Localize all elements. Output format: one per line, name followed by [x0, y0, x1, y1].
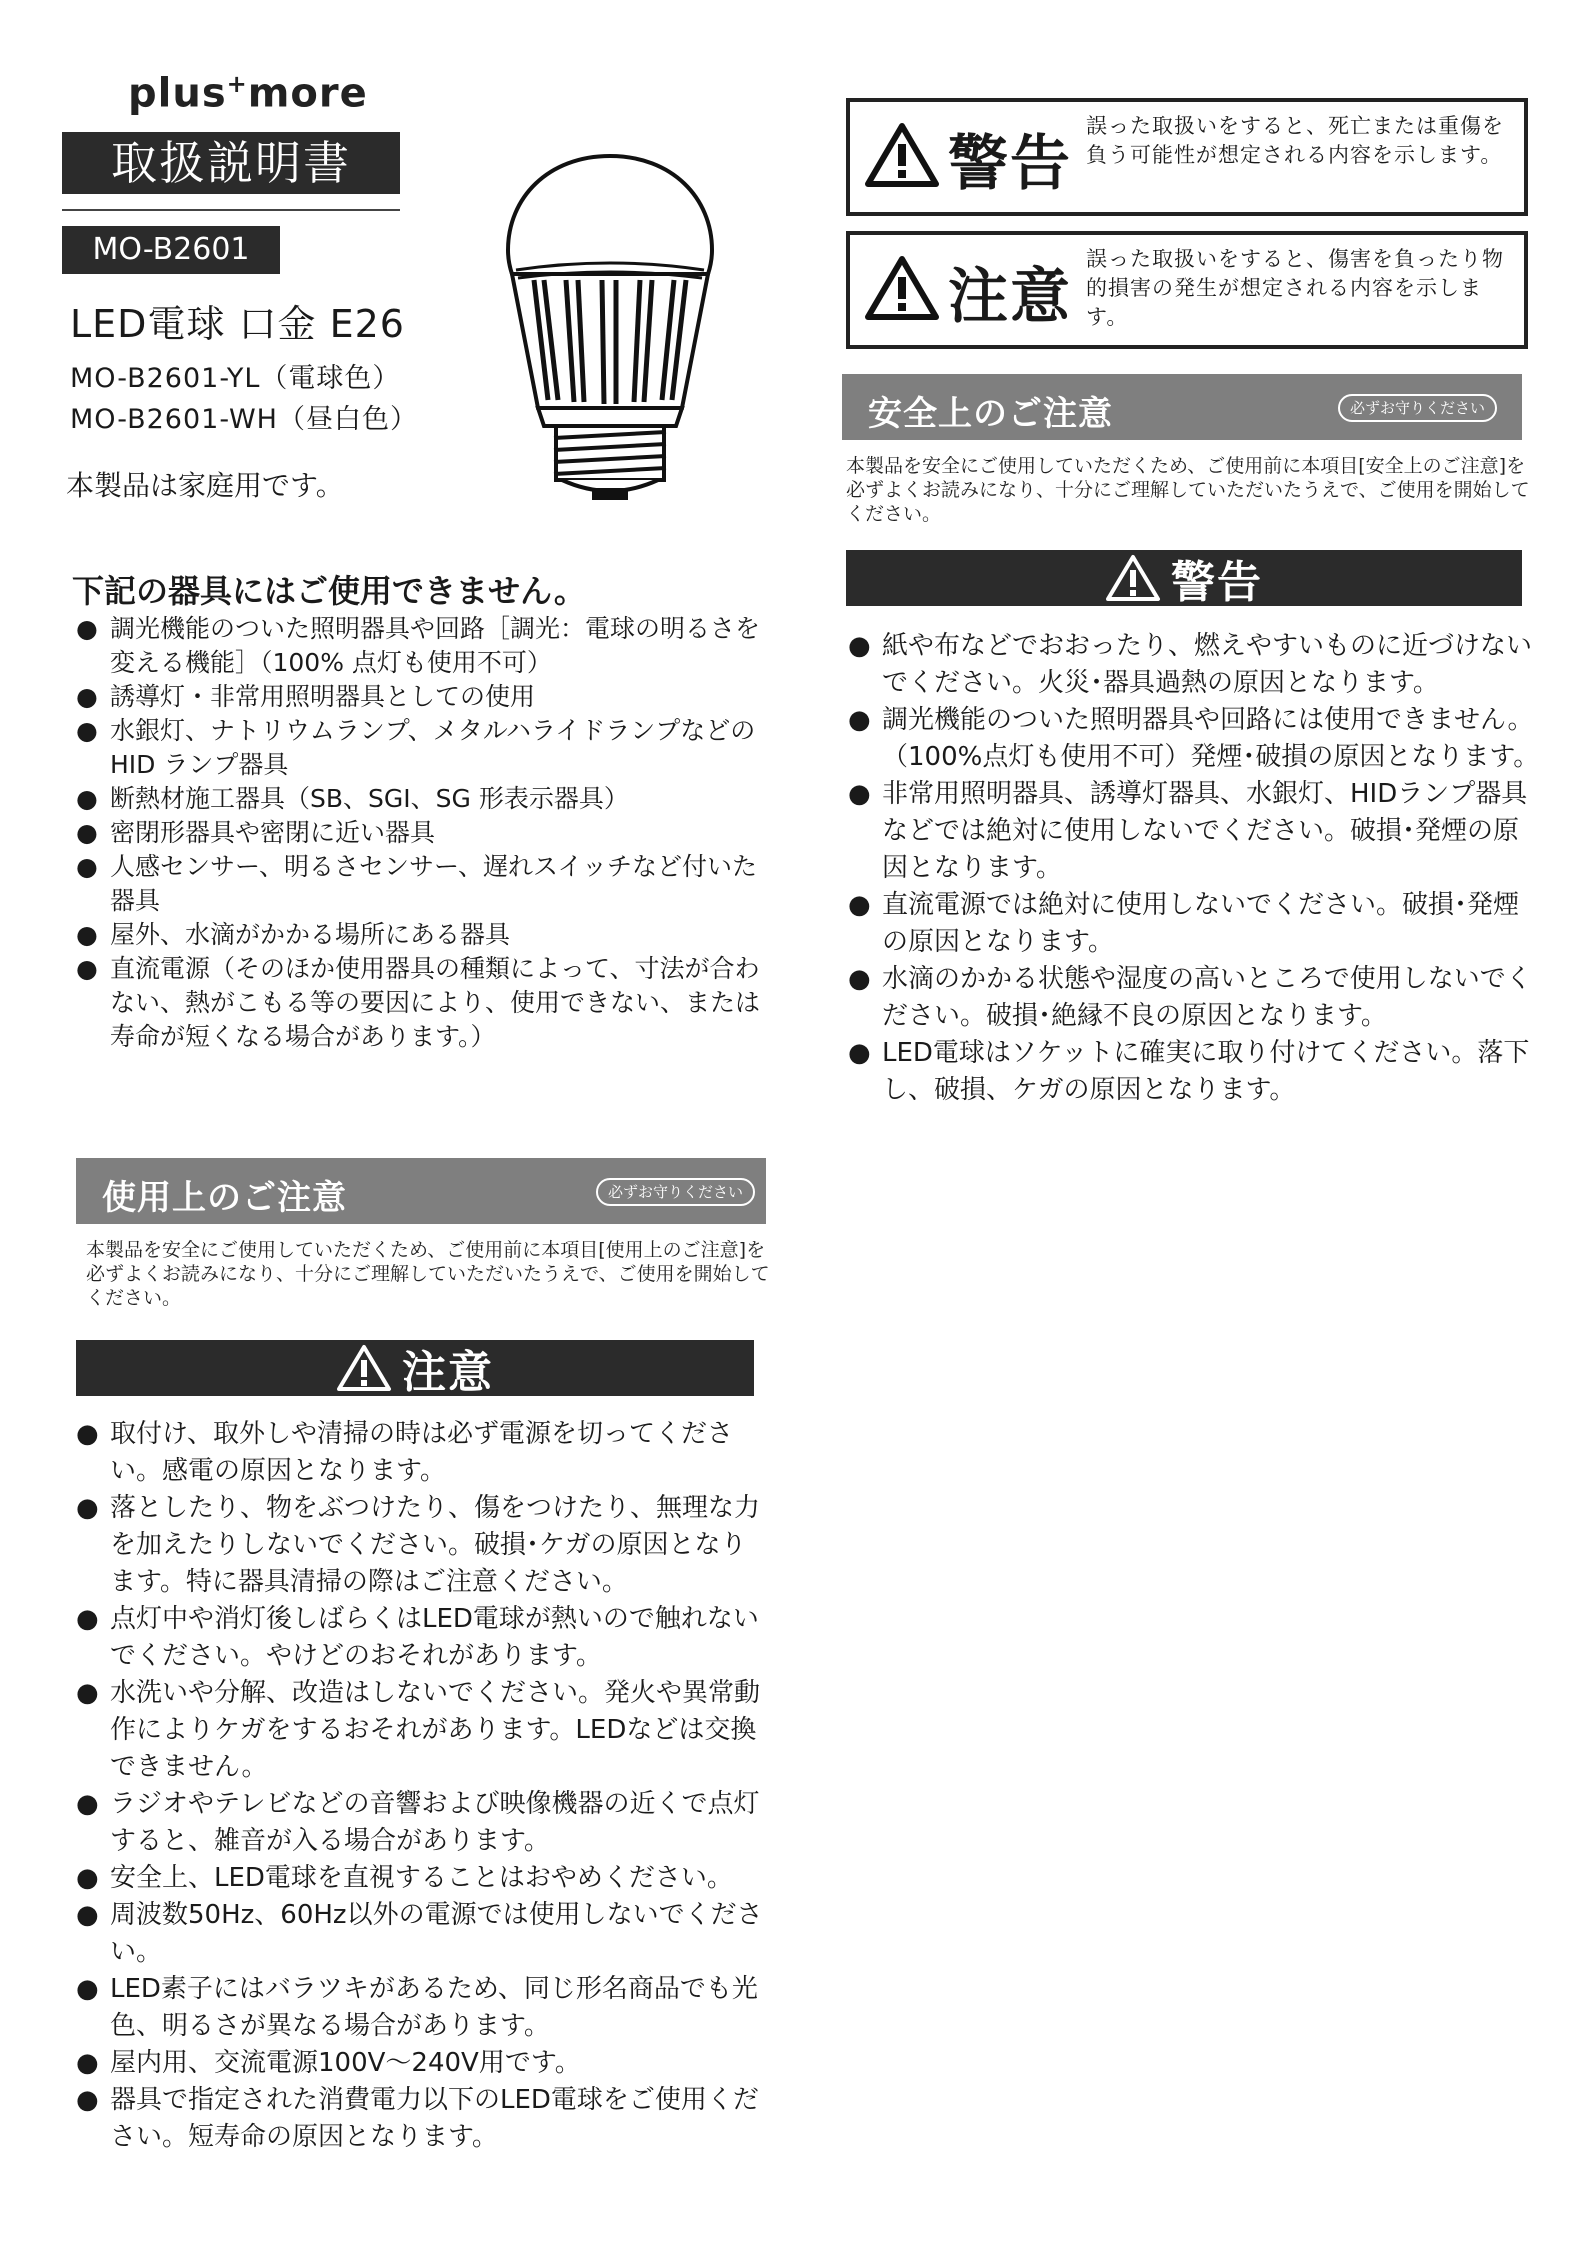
warning-bar-label: 警告 — [1171, 557, 1263, 608]
variant-wh: MO-B2601-WH（昼白色） — [70, 404, 418, 435]
warning-description: 誤った取扱いをすると、死亡または重傷を負う可能性が想定される内容を示します。 — [1086, 114, 1504, 167]
list-item: ● 人感センサー、明るさセンサー、遅れスイッチなど付いた器具 — [76, 850, 766, 918]
list-item: ● ラジオやテレビなどの音響および映像機器の近くで点灯すると、雑音が入る場合があります。 — [76, 1786, 766, 1860]
warning-triangle-icon — [864, 122, 940, 188]
safety-notes-header — [842, 374, 1522, 440]
must-follow-badge: 必ずお守りください — [596, 1178, 755, 1206]
warning-triangle-icon — [864, 255, 940, 321]
unusable-heading: 下記の器具にはご使用できません。 — [72, 572, 586, 610]
safety-notes-intro: 本製品を安全にご使用していただくため、ご使用前に本項目[安全上のご注意]を必ずよくお読みになり、十分にご理解していただいたうえで、ご使用を開始してください。 — [846, 455, 1530, 525]
usage-notes-list — [76, 1416, 766, 2156]
list-item: ● 直流電源では絶対に使用しないでください。破損･発煙の原因となります。 — [848, 887, 1543, 961]
safety-notes-title: 安全上のご注意 — [868, 394, 1113, 434]
list-item: ● 直流電源（そのほか使用器具の種類によって、寸法が合わない、熱がこもる等の要因により、使用できない、または寿命が短くなる場合があります。） — [76, 952, 766, 1054]
list-item: ● LED素子にはバラツキがあるため、同じ形名商品でも光色、明るさが異なる場合があります。 — [76, 1971, 766, 2045]
usage-notes-header — [76, 1158, 766, 1224]
list-item: ● 非常用照明器具、誘導灯器具、水銀灯、HIDランプ器具などでは絶対に使用しないでください。破損･発煙の原因となります。 — [848, 776, 1543, 887]
brand-logo: plus+more — [128, 70, 368, 117]
usage-notes-title: 使用上のご注意 — [102, 1178, 347, 1218]
caution-label: 注意 — [948, 262, 1072, 332]
title-divider — [62, 209, 400, 211]
home-use-note: 本製品は家庭用です。 — [66, 469, 344, 502]
usage-notes-intro: 本製品を安全にご使用していただくため、ご使用前に本項目[使用上のご注意]を必ずよくお読みになり、十分にご理解していただいたうえで、ご使用を開始してください。 — [86, 1239, 770, 1309]
warning-triangle-icon — [1105, 554, 1161, 602]
list-item: ● 周波数50Hz、60Hz以外の電源では使用しないでください。 — [76, 1897, 766, 1971]
model-number: MO-B2601 — [62, 226, 280, 274]
list-item: ● 水洗いや分解、改造はしないでください。発火や異常動作によりケガをするおそれがあります。LEDなどは交換できません。 — [76, 1675, 766, 1786]
unusable-list — [76, 612, 766, 1054]
warning-label: 警告 — [948, 129, 1072, 199]
caution-bar-label: 注意 — [402, 1347, 494, 1398]
led-bulb-illustration — [500, 150, 720, 505]
list-item: ● 断熱材施工器具（SB、SGI、SG 形表示器具） — [76, 782, 766, 816]
list-item: ● 点灯中や消灯後しばらくはLED電球が熱いので触れないでください。やけどのおそれがあります。 — [76, 1601, 766, 1675]
list-item: ● 水銀灯、ナトリウムランプ、メタルハライドランプなどの HID ランプ器具 — [76, 714, 766, 782]
list-item: ● 調光機能のついた照明器具や回路には使用できません。（100%点灯も使用不可）発煙･破損の原因となります。 — [848, 702, 1543, 776]
list-item: ● 調光機能のついた照明器具や回路［調光：電球の明るさを変える機能］（100% 点灯も使用不可） — [76, 612, 766, 680]
list-item: ● LED電球はソケットに確実に取り付けてください。落下し、破損、ケガの原因となります。 — [848, 1035, 1543, 1109]
list-item: ● 屋外、水滴がかかる場所にある器具 — [76, 918, 766, 952]
manual-title: 取扱説明書 — [62, 132, 400, 194]
warning-bar — [846, 550, 1522, 606]
list-item: ● 取付け、取外しや清掃の時は必ず電源を切ってください。感電の原因となります。 — [76, 1416, 766, 1490]
list-item: ● 落としたり、物をぶつけたり、傷をつけたり、無理な力を加えたりしないでください。破損･ケガの原因となります。特に器具清掃の際はご注意ください。 — [76, 1490, 766, 1601]
list-item: ● 誘導灯・非常用照明器具としての使用 — [76, 680, 766, 714]
list-item: ● 安全上、LED電球を直視することはおやめください。 — [76, 1860, 766, 1897]
must-follow-badge: 必ずお守りください — [1338, 394, 1497, 422]
warning-triangle-icon — [336, 1344, 392, 1392]
variant-yl: MO-B2601-YL（電球色） — [70, 363, 401, 394]
list-item: ● 水滴のかかる状態や湿度の高いところで使用しないでください。破損･絶縁不良の原因となります。 — [848, 961, 1543, 1035]
safety-notes-list — [848, 628, 1543, 1109]
warning-definition-box — [846, 98, 1528, 216]
list-item: ● 紙や布などでおおったり、燃えやすいものに近づけないでください。火災･器具過熱の原因となります。 — [848, 628, 1543, 702]
caution-description: 誤った取扱いをすると、傷害を負ったり物的損害の発生が想定される内容を示します。 — [1086, 247, 1504, 329]
caution-definition-box — [846, 231, 1528, 349]
list-item: ● 器具で指定された消費電力以下のLED電球をご使用ください。短寿命の原因となります。 — [76, 2082, 766, 2156]
caution-bar — [76, 1340, 754, 1396]
list-item: ● 屋内用、交流電源100V〜240V用です。 — [76, 2045, 766, 2082]
product-subtitle: LED電球 口金 E26 — [70, 302, 405, 346]
list-item: ● 密閉形器具や密閉に近い器具 — [76, 816, 766, 850]
